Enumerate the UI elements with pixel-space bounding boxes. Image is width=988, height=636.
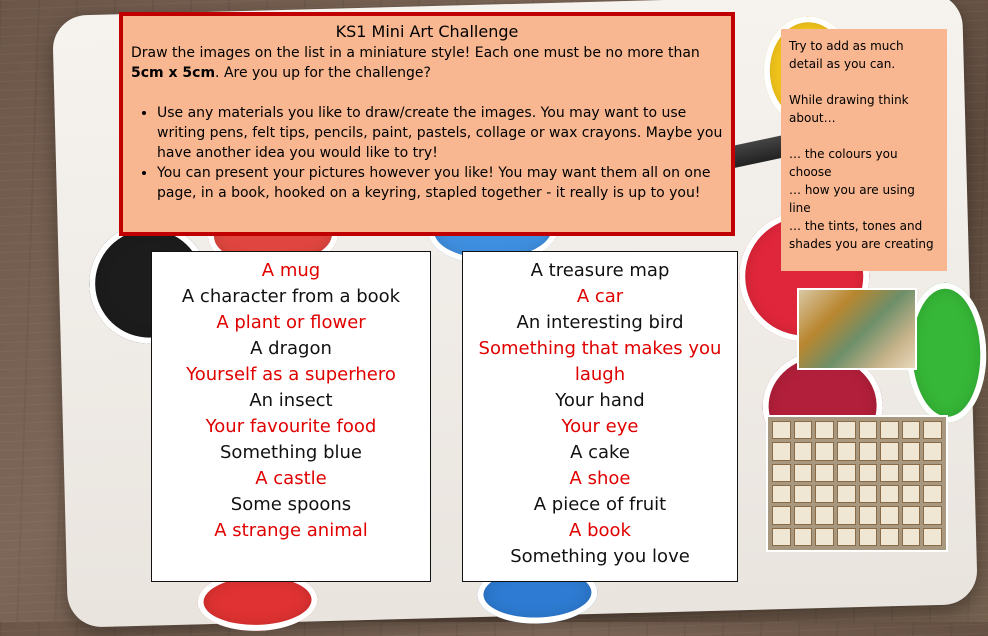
mini-art-cell xyxy=(859,421,878,439)
list-item: Something you love xyxy=(510,546,690,567)
list-item: A car xyxy=(576,286,624,307)
list-item: A character from a book xyxy=(181,286,401,307)
size-limit: 5cm x 5cm xyxy=(131,65,216,81)
mini-art-cell xyxy=(794,421,813,439)
mini-art-cell xyxy=(923,442,942,460)
mini-art-cell xyxy=(923,464,942,482)
mini-art-cell xyxy=(923,506,942,524)
mini-art-cell xyxy=(794,485,813,503)
mini-art-cell xyxy=(837,528,856,546)
mini-art-cell xyxy=(794,506,813,524)
mini-art-cell xyxy=(859,506,878,524)
list-item: Something blue xyxy=(220,442,362,463)
mini-art-cell xyxy=(923,485,942,503)
mini-art-cell xyxy=(880,506,899,524)
mini-art-cell xyxy=(772,485,791,503)
drawing-list-left xyxy=(151,251,431,582)
mini-art-cell xyxy=(902,485,921,503)
intro-end: . Are you up for the challenge? xyxy=(215,65,431,81)
list-item: A shoe xyxy=(569,468,631,489)
mini-art-cell xyxy=(859,442,878,460)
intro-paragraph xyxy=(131,43,723,83)
list-item: Your eye xyxy=(561,416,639,437)
mini-art-cell xyxy=(815,528,834,546)
mini-art-cell xyxy=(772,442,791,460)
mini-art-cell xyxy=(880,464,899,482)
list-item: A castle xyxy=(255,468,327,489)
mini-art-cell xyxy=(815,485,834,503)
drawing-list-right xyxy=(462,251,738,582)
list-item: Some spoons xyxy=(230,494,352,515)
instruction-materials: • Use any materials you like to draw/create the images. You may want to use writing pens, felt tips, pencils, paint, pastels, collage or wax crayons. Maybe you have another idea you would like to try! xyxy=(157,103,723,163)
mini-art-cell xyxy=(772,421,791,439)
mini-art-cell xyxy=(880,421,899,439)
mini-art-cell xyxy=(923,421,942,439)
list-item: Your favourite food xyxy=(205,416,377,437)
mini-art-cell xyxy=(859,485,878,503)
list-item: A piece of fruit xyxy=(533,494,667,515)
intro-text: Draw the images on the list in a miniature style! Each one must be no more than xyxy=(131,45,700,61)
mini-art-cell xyxy=(837,485,856,503)
mini-art-cell xyxy=(902,421,921,439)
list-item: A dragon xyxy=(250,338,332,359)
mini-art-cell xyxy=(815,421,834,439)
mini-art-cell xyxy=(859,464,878,482)
mini-art-cell xyxy=(837,442,856,460)
list-item: A book xyxy=(569,520,631,541)
mini-art-cell xyxy=(772,528,791,546)
example-photo-mini-art-grid xyxy=(766,415,948,552)
list-item: A strange animal xyxy=(214,520,368,541)
mini-art-cell xyxy=(794,442,813,460)
mini-art-cell xyxy=(772,464,791,482)
mini-art-cell xyxy=(923,528,942,546)
list-item: A treasure map xyxy=(530,260,670,281)
list-item: A plant or flower xyxy=(216,312,366,333)
list-item: An insect xyxy=(249,390,333,411)
mini-art-cell xyxy=(815,506,834,524)
list-item: Yourself as a superhero xyxy=(186,364,396,385)
mini-art-cell xyxy=(880,442,899,460)
instruction-presentation: • You can present your pictures however you like! You may want them all on one page, in a book, hooked on a keyring, stapled together - it really is up to you! xyxy=(157,163,723,203)
mini-art-cell xyxy=(837,421,856,439)
list-item: A mug xyxy=(261,260,321,281)
example-photo-fan-drawings xyxy=(797,288,917,370)
tip-think-about: While drawing think about… xyxy=(789,93,909,125)
list-item: Something that makes you laugh xyxy=(478,338,722,385)
mini-art-cell xyxy=(794,528,813,546)
mini-art-cell xyxy=(880,485,899,503)
mini-art-cell xyxy=(794,464,813,482)
mini-art-cell xyxy=(837,464,856,482)
drawing-tips-box xyxy=(781,29,947,271)
mini-art-cell xyxy=(815,464,834,482)
tip-colours: … the colours you choose xyxy=(789,147,898,179)
tip-line: … how you are using line xyxy=(789,183,915,215)
challenge-instructions-box xyxy=(119,12,735,236)
tip-tints: … the tints, tones and shades you are creating xyxy=(789,219,934,251)
mini-art-cell xyxy=(837,506,856,524)
list-item: A cake xyxy=(570,442,630,463)
instructions-list xyxy=(131,103,723,203)
page-title: KS1 Mini Art Challenge xyxy=(335,22,519,41)
mini-art-cell xyxy=(902,528,921,546)
mini-art-cell xyxy=(815,442,834,460)
list-item: Your hand xyxy=(555,390,645,411)
mini-art-cell xyxy=(902,464,921,482)
mini-art-cell xyxy=(859,528,878,546)
mini-art-cell xyxy=(902,506,921,524)
mini-art-cell xyxy=(880,528,899,546)
mini-art-cell xyxy=(772,506,791,524)
list-item: An interesting bird xyxy=(516,312,684,333)
tip-detail: Try to add as much detail as you can. xyxy=(789,39,904,71)
mini-art-cell xyxy=(902,442,921,460)
